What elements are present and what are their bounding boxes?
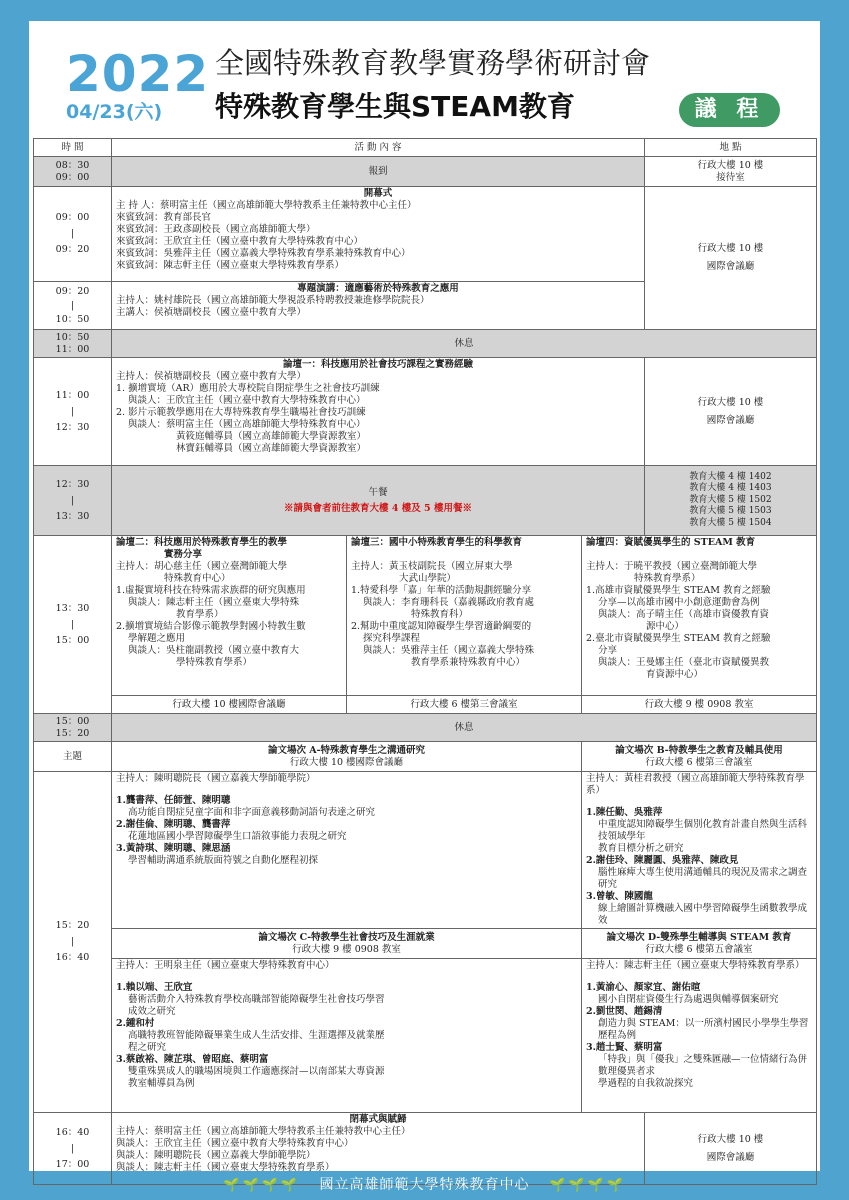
time-sep: | xyxy=(70,1142,75,1154)
forum4-cell xyxy=(582,536,817,696)
forum3-line: 2.幫助中重度認知障礙學生學習適齡綱要的 xyxy=(351,621,532,632)
table-row xyxy=(34,330,817,358)
place-line: 行政大樓 10 樓 xyxy=(697,396,764,408)
forum3-line: 與談人：李育珊科長（嘉義縣政府教育處 xyxy=(363,597,535,608)
session-a-host: 主持人：陳明聰院長（國立嘉義大學師範學院） xyxy=(116,773,316,784)
paper-title: 程之研究 xyxy=(128,1042,167,1053)
agenda-badge: 議 程 xyxy=(679,93,780,127)
forum2-place: 行政大樓 10 樓國際會議廳 xyxy=(112,696,347,714)
closing-line: 與談人：王欣宜主任（國立臺中教育大學特殊教育中心） xyxy=(116,1138,354,1149)
time-start: 15：20 xyxy=(55,920,90,931)
table-row xyxy=(34,959,817,1113)
opening-line: 來賓致詞：王政彥副校長（國立高雄師範大學） xyxy=(116,224,316,235)
place-line: 國際會議廳 xyxy=(706,414,755,426)
forum3-line: 探究科學課程 xyxy=(363,633,421,644)
paper-title: 成效之研究 xyxy=(128,1006,176,1017)
time-end: 09：20 xyxy=(55,244,90,255)
forum1-line: 1. 擴增實境（AR）應用於大專校院自閉症學生之社會技巧訓練 xyxy=(116,383,380,394)
forum3-line: 1.特愛科學「嘉」年華的活動規劃經驗分享 xyxy=(351,585,532,596)
opening-line: 主 持 人：蔡明富主任（國立高雄師範大學特教系主任兼特教中心主任） xyxy=(116,200,417,211)
lunch-place: 教育大樓 4 樓 1402 xyxy=(689,471,772,482)
paper-title: 創造力與 STEAM：以一所濱村國民小學學生學習歷程為例 xyxy=(598,1018,809,1041)
place-line: 行政大樓 10 樓 xyxy=(697,159,764,171)
time-start: 10：50 xyxy=(55,331,90,343)
forum2-line: 1.虛擬實境科技在特殊需求族群的研究與應用 xyxy=(116,585,306,596)
forum4-line: 分享 xyxy=(598,645,618,656)
col-time: 時 間 xyxy=(34,139,112,157)
forum4-place: 行政大樓 9 樓 0908 教室 xyxy=(582,696,817,714)
forum3-title: 論壇三：國中小特殊教育學生的科學教育 xyxy=(351,537,523,548)
session-d-cell xyxy=(582,959,817,1113)
forum3-line: 特殊教育科） xyxy=(411,609,469,620)
table-row xyxy=(34,714,817,742)
time-end: 15：20 xyxy=(55,727,90,739)
forum3-line: 主持人：黃玉枝副院長（國立屏東大學 xyxy=(351,561,513,572)
time-start: 13：30 xyxy=(55,602,90,614)
conference-theme: 特殊教育學生與STEAM教育 xyxy=(215,90,575,123)
paper-title: 雙重殊異成人的職場困境與工作適應探討—以南部某大專資源 xyxy=(128,1066,385,1077)
session-b-title: 論文場次 B-特教學生之教育及輔具使用 xyxy=(615,744,783,756)
keynote-line: 主講人：侯禎塘副校長（國立臺中教育大學） xyxy=(116,307,307,318)
lunch-note: ※請與會者前往教育大樓 4 樓及 5 樓用餐※ xyxy=(284,502,472,514)
opening-line: 來賓致詞：吳雅萍主任（國立嘉義大學特殊教育學系兼特殊教育中心） xyxy=(116,248,411,259)
time-end: 12：30 xyxy=(55,421,90,433)
forum3-line: 教育學系兼特殊教育中心） xyxy=(411,657,526,668)
col-place: 地 點 xyxy=(645,139,817,157)
time-end: 09：00 xyxy=(55,171,90,183)
time-start: 16：40 xyxy=(55,1126,90,1138)
time-start: 12：30 xyxy=(55,478,90,490)
paper-title: 腦性麻痺大專生使用溝通輔具的現況及需求之調查研究 xyxy=(598,867,808,890)
forum4-line: 育資源中心） xyxy=(646,669,704,680)
opening-title: 開幕式 xyxy=(363,188,393,199)
forum4-line: 與談人：王曼娜主任（臺北市資賦優異教 xyxy=(598,657,770,668)
paper-title: 教育目標分析之研究 xyxy=(598,843,684,854)
table-row xyxy=(34,187,817,282)
topic-label: 主題 xyxy=(34,742,112,772)
closing-title: 閉幕式與賦歸 xyxy=(349,1114,407,1125)
forum4-line: 1.高雄市資賦優異學生 STEAM 教育之經驗 xyxy=(586,585,771,596)
forum3-place: 行政大樓 6 樓第三會議室 xyxy=(347,696,582,714)
event-year: 2022 xyxy=(66,45,210,103)
forum2-line: 主持人：胡心慈主任（國立臺灣師範大學 xyxy=(116,561,288,572)
paper-title: 花蓮地區國小學習障礙學生口語敘事能力表現之研究 xyxy=(128,831,347,842)
paper-authors: 3.黃詩琪、陳明聰、陳思涵 xyxy=(116,843,231,854)
sprout-icon: 🌱🌱🌱🌱 xyxy=(223,1178,301,1193)
forum4-line: 主持人：于曉平教授（國立臺灣師範大學 xyxy=(586,561,758,572)
header xyxy=(29,21,820,137)
time-end: 13：30 xyxy=(55,510,90,522)
time-sep: | xyxy=(70,936,75,947)
forum1-line: 與談人：蔡明富主任（國立高雄師範大學特殊教育中心） xyxy=(128,419,366,430)
paper-title: 「特我」與「優我」之雙殊匯融—一位情緒行為併數理優異者求 xyxy=(598,1054,808,1077)
register-title: 報到 xyxy=(112,157,645,187)
paper-title: 中重度認知障礙學生個別化教育計畫自然與生活科技領域學年 xyxy=(598,819,808,842)
time-end: 10：50 xyxy=(55,313,90,325)
place-line: 行政大樓 10 樓 xyxy=(697,1133,764,1145)
paper-authors: 1.龔書萍、任師萱、陳明聰 xyxy=(116,795,231,806)
time-sep: | xyxy=(70,228,75,239)
col-content: 活 動 內 容 xyxy=(112,139,645,157)
paper-title: 高功能自閉症兒童字面和非字面意義移動詞語句表達之研究 xyxy=(128,807,376,818)
place-line: 接待室 xyxy=(716,171,745,183)
time-end: 17：00 xyxy=(55,1158,90,1170)
keynote-line: 主持人：姚村雄院長（國立高雄師範大學視設系特聘教授兼進修學院院長） xyxy=(116,295,430,306)
table-row xyxy=(34,772,817,929)
paper-authors: 3.蔡啟裕、陳芷琪、曾昭庭、蔡明富 xyxy=(116,1054,269,1065)
session-b-cell xyxy=(582,772,817,929)
session-d-host: 主持人：陳志軒主任（國立臺東大學特殊教育學系） xyxy=(586,960,805,971)
session-b-venue: 行政大樓 6 樓第三會議室 xyxy=(645,756,753,768)
session-c-title: 論文場次 C-特教學生社會技巧及生涯就業 xyxy=(258,931,435,943)
paper-authors: 3.曾敏、陳國龍 xyxy=(586,891,653,902)
forum4-title: 論壇四：資賦優異學生的 STEAM 教育 xyxy=(586,537,756,548)
footer-organizer: 國立高雄師範大學特殊教育中心 xyxy=(319,1177,530,1193)
paper-title: 學習輔助溝通系統版面符號之自動化歷程初探 xyxy=(128,855,319,866)
table-row xyxy=(34,157,817,187)
time-start: 15：00 xyxy=(55,715,90,727)
table-row xyxy=(34,358,817,466)
forum4-line: 與談人：高子晴主任（高雄市資優教育資 xyxy=(598,609,770,620)
time-end: 11：00 xyxy=(55,343,90,355)
paper-title: 高職特教班智能障礙畢業生成人生活安排、生涯選擇及就業歷 xyxy=(128,1030,385,1041)
opening-line: 來賓致詞：教育部長官 xyxy=(116,212,212,223)
paper-authors: 2.謝佳玲、陳麗圓、吳雅萍、陳政見 xyxy=(586,855,739,866)
table-row xyxy=(34,742,817,772)
paper-title: 學過程的自我敘說探究 xyxy=(598,1078,694,1089)
forum1-title: 論壇一：科技應用於社會技巧課程之實務經驗 xyxy=(282,359,473,370)
time-start: 11：00 xyxy=(55,389,90,401)
session-d-title: 論文場次 D-雙殊學生輔導與 STEAM 教育 xyxy=(606,931,792,943)
agenda-table xyxy=(33,138,816,1185)
time-end: 15：00 xyxy=(55,634,90,646)
time-end: 16：40 xyxy=(55,952,90,963)
forum2-line: 2.擴增實境結合影像示範教學對國小特教生數 xyxy=(116,621,306,632)
closing-line: 與談人：陳志軒主任（國立臺東大學特殊教育學系） xyxy=(116,1162,335,1173)
forum2-line: 與談人：陳志軒主任（國立臺東大學特殊 xyxy=(128,597,300,608)
session-d-venue: 行政大樓 6 樓第五會議室 xyxy=(645,943,753,955)
paper-title: 線上繪圖計算機融入國中學習障礙學生函數教學成效 xyxy=(598,903,808,926)
forum4-line: 2.臺北市資賦優異學生 STEAM 教育之經驗 xyxy=(586,633,771,644)
session-a-venue: 行政大樓 10 樓國際會議廳 xyxy=(289,756,404,768)
place-line: 國際會議廳 xyxy=(706,261,755,272)
time-start: 09：20 xyxy=(55,285,90,297)
forum1-line: 主持人：侯禎塘副校長（國立臺中教育大學） xyxy=(116,371,307,382)
lunch-place: 教育大樓 5 樓 1503 xyxy=(689,506,772,517)
session-b-host: 主持人：黃桂君教授（國立高雄師範大學特殊教育學系） xyxy=(586,773,805,796)
session-a-title: 論文場次 A-特殊教育學生之溝通研究 xyxy=(267,744,426,756)
sprout-icon: 🌱🌱🌱🌱 xyxy=(548,1178,626,1193)
forum3-line: 與談人：吳雅萍主任（國立嘉義大學特殊 xyxy=(363,645,535,656)
session-c-cell xyxy=(112,959,582,1113)
time-sep: | xyxy=(70,494,75,506)
break-title: 休息 xyxy=(112,330,817,358)
opening-line: 來賓致詞：王欣宜主任（國立臺中教育大學特殊教育中心） xyxy=(116,236,364,247)
session-a-cell xyxy=(112,772,582,929)
conference-title: 全國特殊教育教學實務學術研討會 xyxy=(215,46,651,80)
closing-line: 主持人：蔡明富主任（國立高雄師範大學特教系主任兼特教中心主任） xyxy=(116,1126,411,1137)
time-start: 09：00 xyxy=(55,212,90,223)
session-c-host: 主持人：王明泉主任（國立臺東大學特殊教育中心） xyxy=(116,960,335,971)
agenda-sheet xyxy=(29,21,820,1171)
session-c-venue: 行政大樓 9 樓 0908 教室 xyxy=(292,943,401,955)
opening-line: 來賓致詞：陳志軒主任（國立臺東大學特殊教育學系） xyxy=(116,260,345,271)
forum3-line: 大武山學院） xyxy=(399,573,457,584)
time-start: 08：30 xyxy=(55,159,90,171)
lunch-place: 教育大樓 5 樓 1502 xyxy=(689,494,772,505)
paper-authors: 1.賴以端、王欣宜 xyxy=(116,982,193,993)
paper-authors: 3.趙士賢、蔡明富 xyxy=(586,1042,663,1053)
keynote-title: 專題演講：適應藝術於特殊教育之應用 xyxy=(297,283,459,294)
forum2-line: 學特殊教育學系） xyxy=(176,657,253,668)
forum4-line: 分享—以高雄市國中小創意運動會為例 xyxy=(598,597,760,608)
time-sep: | xyxy=(70,618,75,630)
lunch-place: 教育大樓 5 樓 1504 xyxy=(689,517,772,528)
forum2-cell xyxy=(112,536,347,696)
forum4-line: 源中心） xyxy=(646,621,685,632)
lunch-title: 午餐 xyxy=(368,486,388,498)
event-date: 04/23(六) xyxy=(66,101,163,123)
forum4-line: 特殊教育學系） xyxy=(634,573,701,584)
place-line: 行政大樓 10 樓 xyxy=(697,243,764,254)
forum1-line: 黃筱庭輔導員（國立高雄師範大學資源教室） xyxy=(176,431,367,442)
time-sep: | xyxy=(70,405,75,417)
forum1-line: 與談人：王欣宜主任（國立臺中教育大學特殊教育中心） xyxy=(128,395,366,406)
forum2-line: 學解題之應用 xyxy=(128,633,186,644)
forum3-cell xyxy=(347,536,582,696)
forum2-title: 實務分享 xyxy=(164,549,203,560)
forum2-line: 特殊教育中心） xyxy=(164,573,231,584)
table-row xyxy=(34,466,817,536)
forum1-line: 林寶鈺輔導員（國立高雄師範大學資源教室） xyxy=(176,443,367,454)
paper-authors: 1.陳任勤、吳雅萍 xyxy=(586,807,663,818)
place-line: 國際會議廳 xyxy=(706,1151,755,1163)
forum2-line: 教育學系） xyxy=(176,609,224,620)
paper-title: 藝術活動介入特殊教育學校高職部智能障礙學生社會技巧學習 xyxy=(128,994,385,1005)
paper-authors: 2.劉世閔、趙錫清 xyxy=(586,1006,663,1017)
closing-line: 與談人：陳明聰院長（國立嘉義大學師範學院） xyxy=(116,1150,316,1161)
paper-title: 教室輔導員為例 xyxy=(128,1078,195,1089)
paper-authors: 2.鍾和村 xyxy=(116,1018,155,1029)
break-title: 休息 xyxy=(112,714,817,742)
forum2-title: 論壇二：科技應用於特殊教育學生的教學 xyxy=(116,537,288,548)
table-row xyxy=(34,929,817,959)
table-row xyxy=(34,536,817,696)
paper-title: 國小自閉症資優生行為處遇與輔導個案研究 xyxy=(598,994,779,1005)
paper-authors: 2.謝佳倫、陳明聰、龔書萍 xyxy=(116,819,231,830)
footer xyxy=(0,1172,849,1198)
paper-authors: 1.黃渝心、顏家宜、謝佑暄 xyxy=(586,982,701,993)
forum1-line: 2. 影片示範教學應用在大專特殊教育學生職場社會技巧訓練 xyxy=(116,407,366,418)
forum2-line: 與談人：吳柱龍副教授（國立臺中教育大 xyxy=(128,645,300,656)
table-header-row xyxy=(34,139,817,157)
time-sep: | xyxy=(70,299,75,311)
table-row xyxy=(34,696,817,714)
lunch-place: 教育大樓 4 樓 1403 xyxy=(689,483,772,494)
